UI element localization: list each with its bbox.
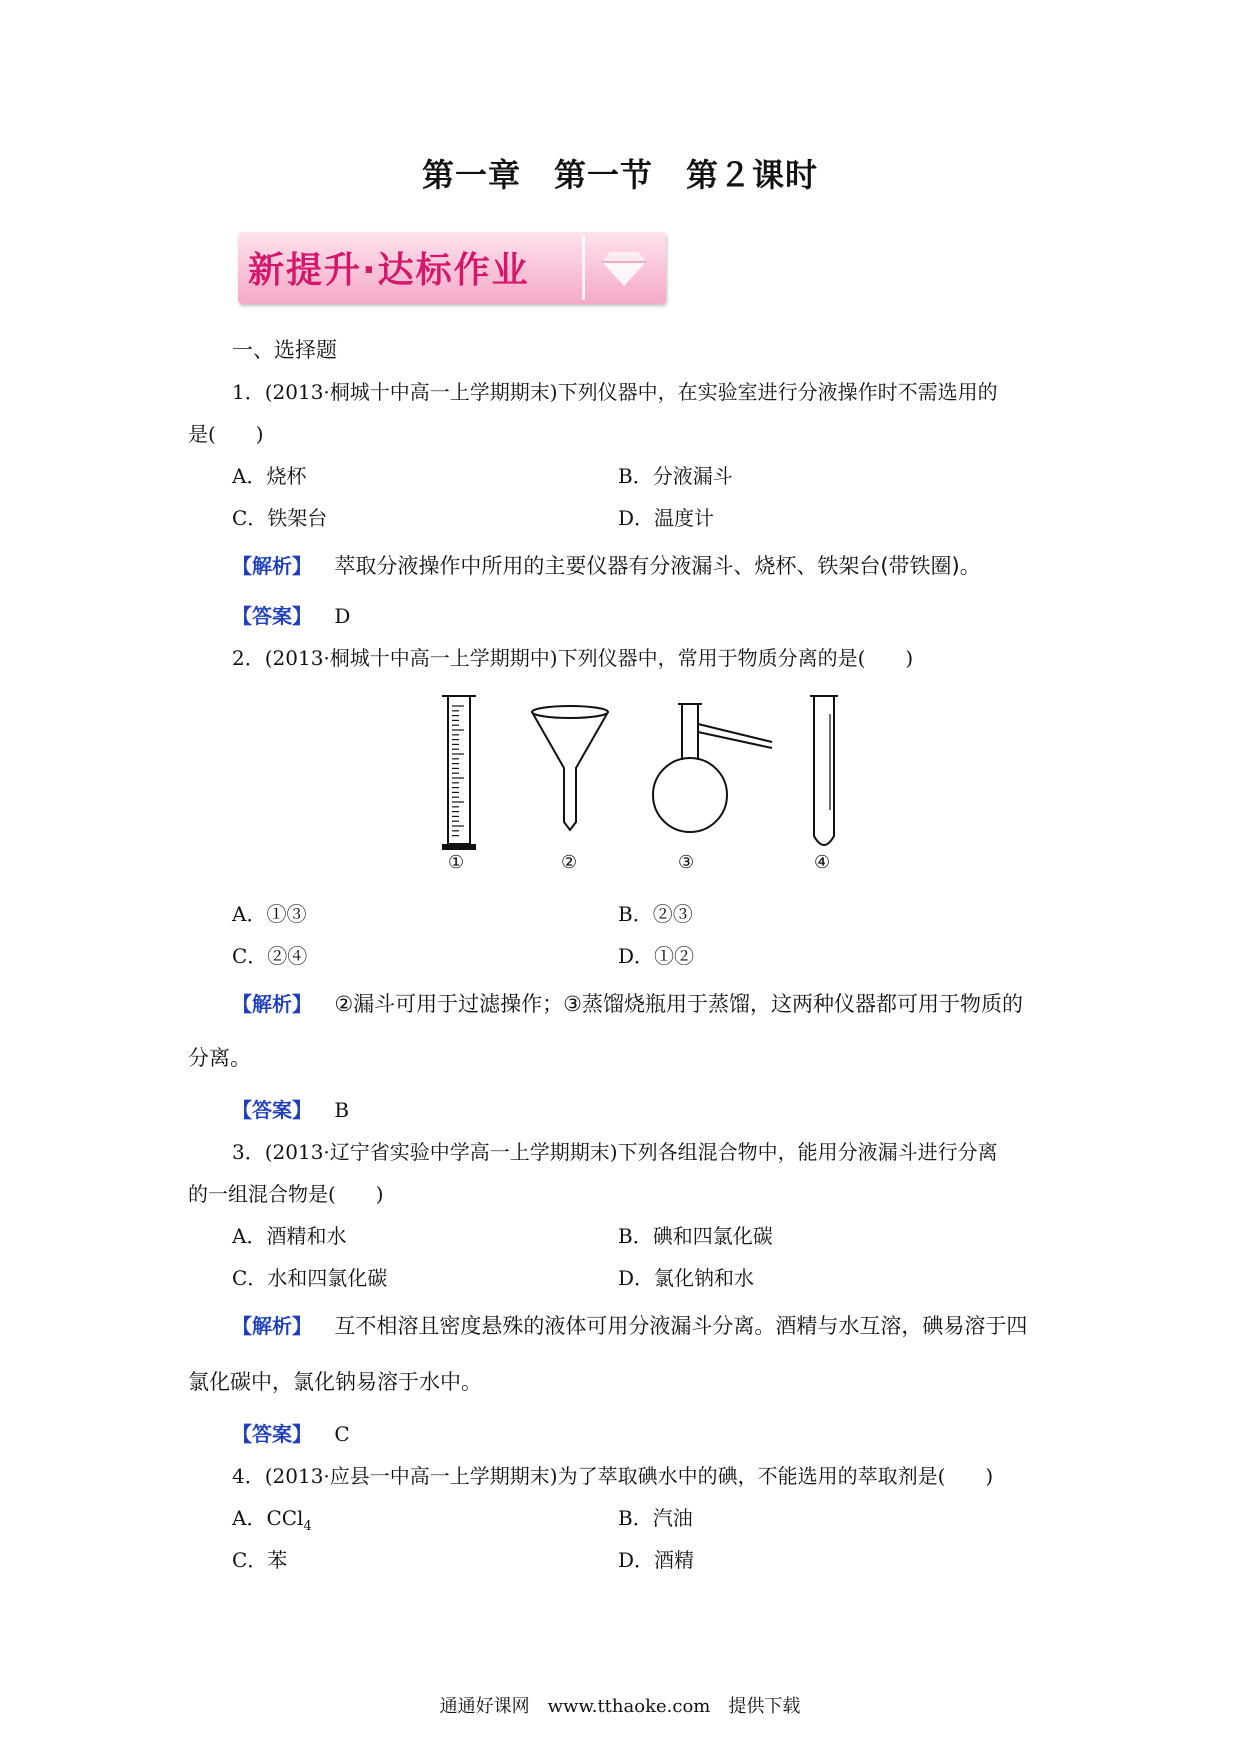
question-3-analysis [232,1310,1027,1340]
answer-value: D [334,604,351,628]
option-a-text: A．CCl [232,1506,304,1530]
question-2-option-c: C．②④ [232,944,308,968]
question-3-stem: 3．(2013·辽宁省实验中学高一上学期期末)下列各组混合物中，能用分液漏斗进行分离 [232,1140,998,1164]
question-4-option-d: D．酒精 [618,1548,695,1572]
analysis-text: 萃取分液操作中所用的主要仪器有分液漏斗、烧杯、铁架台(带铁圈)。 [334,554,981,578]
question-3-option-b: B．碘和四氯化碳 [618,1224,773,1248]
question-4-stem: 4．(2013·应县一中高一上学期期末)为了萃取碘水中的碘，不能选用的萃取剂是( ) [232,1464,994,1488]
analysis-label: 【解析】 [232,1314,312,1338]
answer-label: 【答案】 [232,1098,312,1122]
diamond-icon [594,242,654,294]
figure-label-2: ② [561,852,578,873]
question-1-option-d: D．温度计 [618,506,715,530]
banner-divider [582,236,585,300]
apparatus-drawing [420,690,870,880]
banner-text: 新提升·达标作业 [248,250,530,291]
apparatus-figure [420,690,870,880]
page-title: 第一章 第一节 第２课时 [421,156,818,194]
question-2-analysis-cont: 分离。 [188,1046,251,1070]
question-3-stem-cont: 的一组混合物是( ) [188,1182,384,1206]
section-heading: 一、选择题 [232,338,337,362]
question-3-analysis-cont: 氯化碳中，氯化钠易溶于水中。 [188,1370,482,1394]
section-banner [238,232,666,304]
question-2-analysis [232,988,1023,1018]
figure-label-4: ④ [814,852,831,873]
question-1-answer [232,600,350,629]
analysis-text: ②漏斗可用于过滤操作；③蒸馏烧瓶用于蒸馏，这两种仪器都可用于物质的 [334,992,1024,1016]
question-4-option-c: C．苯 [232,1548,288,1572]
answer-label: 【答案】 [232,1422,312,1446]
question-1-stem: 1．(2013·桐城十中高一上学期期末)下列仪器中，在实验室进行分液操作时不需选用的 [232,380,998,404]
question-4-option-b: B．汽油 [618,1506,693,1530]
question-4-option-a [232,1502,312,1534]
question-2-stem: 2．(2013·桐城十中高一上学期期中)下列仪器中，常用于物质分离的是( ) [232,646,914,670]
answer-label: 【答案】 [232,604,312,628]
figure-label-3: ③ [678,852,695,873]
question-3-option-a: A．酒精和水 [232,1224,347,1248]
test-tube-icon [810,696,838,845]
question-3-option-c: C．水和四氯化碳 [232,1266,388,1290]
question-2-answer [232,1094,349,1123]
analysis-label: 【解析】 [232,992,312,1016]
question-3-answer [232,1418,350,1447]
graduated-cylinder-icon [442,696,476,850]
answer-value: B [334,1098,350,1122]
analysis-text: 互不相溶且密度悬殊的液体可用分液漏斗分离。酒精与水互溶，碘易溶于四 [334,1314,1028,1338]
option-a-subscript: 4 [303,1519,312,1534]
answer-value: C [334,1422,350,1446]
question-2-option-a: A．①③ [232,902,307,926]
question-1-option-a: A．烧杯 [232,464,307,488]
figure-label-1: ① [448,852,465,873]
question-3-option-d: D．氯化钠和水 [618,1266,755,1290]
question-2-option-b: B．②③ [618,902,693,926]
question-2-option-d: D．①② [618,944,695,968]
funnel-icon [532,706,608,830]
question-1-analysis [232,550,981,580]
question-1-stem-cont: 是( ) [188,422,264,446]
analysis-label: 【解析】 [232,554,312,578]
footer-credit: 通通好课网 www.tthaoke.com 提供下载 [439,1696,801,1717]
distillation-flask-icon [653,704,772,832]
question-1-option-b: B．分液漏斗 [618,464,733,488]
question-1-option-c: C．铁架台 [232,506,328,530]
